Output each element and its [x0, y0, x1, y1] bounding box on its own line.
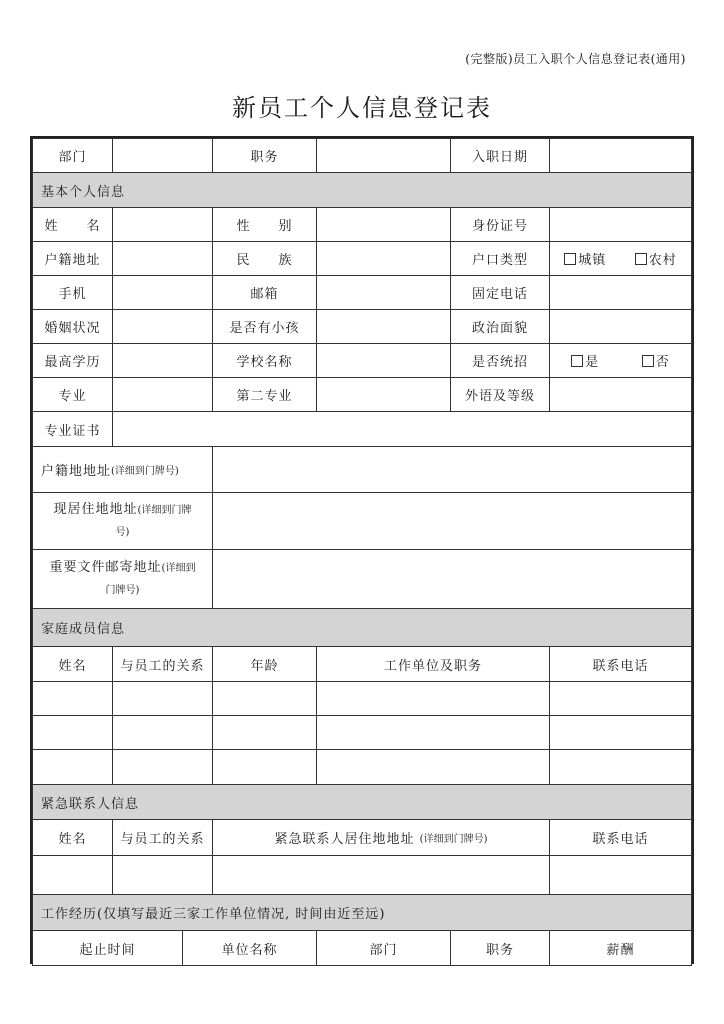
emergency-header-address [212, 819, 550, 856]
input-has-children[interactable] [316, 309, 451, 344]
family-row3-relation[interactable] [112, 749, 213, 785]
checkbox-yes-label: 是 [585, 355, 600, 370]
residence-label-line1 [54, 499, 192, 522]
checkbox-no-label: 否 [655, 355, 670, 370]
residence-note1: (详细到门牌 [137, 504, 192, 516]
label-education: 最高学历 [32, 343, 113, 378]
input-email[interactable] [316, 275, 451, 310]
input-name[interactable] [112, 207, 213, 242]
emergency-row1-address[interactable] [212, 855, 550, 895]
document-header: (完整版)员工入职个人信息登记表(通用) [465, 52, 686, 66]
work-header-company: 单位名称 [182, 930, 317, 966]
emergency-row1-phone[interactable] [549, 855, 692, 895]
family-row2-relation[interactable] [112, 715, 213, 750]
work-header-position: 职务 [450, 930, 550, 966]
input-major[interactable] [112, 377, 213, 412]
family-header-phone: 联系电话 [549, 646, 692, 682]
mailing-label: 重要文件邮寄地址 [49, 559, 162, 575]
label-name: 姓 名 [32, 207, 113, 242]
input-political-status[interactable] [549, 309, 692, 344]
input-mailing-address[interactable] [212, 549, 692, 609]
label-residence-address [32, 492, 213, 550]
label-marital-status: 婚姻状况 [32, 309, 113, 344]
checkbox-urban-label: 城镇 [578, 253, 607, 268]
section-emergency-contact: 紧急联系人信息 [32, 784, 692, 820]
input-household-full-address[interactable] [212, 446, 692, 493]
label-school: 学校名称 [212, 343, 317, 378]
label-major: 专业 [32, 377, 113, 412]
family-header-age: 年龄 [212, 646, 317, 682]
unified-enrollment-options [549, 343, 692, 378]
label-political-status: 政治面貌 [450, 309, 550, 344]
checkbox-urban-box[interactable] [564, 253, 576, 265]
input-residence-address[interactable] [212, 492, 692, 550]
work-header-period: 起止时间 [32, 930, 183, 966]
input-language-level[interactable] [549, 377, 692, 412]
label-unified-enrollment: 是否统招 [450, 343, 550, 378]
checkbox-urban[interactable] [564, 249, 606, 268]
label-gender: 性 别 [212, 207, 317, 242]
family-header-relation: 与员工的关系 [112, 646, 213, 682]
work-header-salary: 薪酬 [549, 930, 692, 966]
checkbox-rural-box[interactable] [635, 253, 647, 265]
section-basic-info: 基本个人信息 [32, 172, 692, 208]
mailing-note1: (详细到 [161, 562, 196, 574]
family-header-employer: 工作单位及职务 [316, 646, 550, 682]
input-id-card[interactable] [549, 207, 692, 242]
form-title: 新员工个人信息登记表 [232, 94, 492, 122]
input-ethnicity[interactable] [316, 241, 451, 276]
label-hukou-type: 户口类型 [450, 241, 550, 276]
label-mailing-address [32, 549, 213, 609]
family-row1-employer[interactable] [316, 681, 550, 716]
section-work-experience: 工作经历(仅填写最近三家工作单位情况, 时间由近至远) [32, 894, 692, 931]
label-household-address: 户籍地址 [32, 241, 113, 276]
emergency-header-name: 姓名 [32, 819, 113, 856]
emergency-header-phone: 联系电话 [549, 819, 692, 856]
input-certificate[interactable] [112, 411, 692, 447]
checkbox-rural-label: 农村 [648, 253, 677, 268]
label-household-full-address [32, 446, 213, 493]
family-row3-phone[interactable] [549, 749, 692, 785]
label-department: 部门 [32, 138, 113, 173]
input-position[interactable] [316, 138, 451, 173]
input-marital-status[interactable] [112, 309, 213, 344]
family-row1-relation[interactable] [112, 681, 213, 716]
household-full-note: (详细到门牌号) [111, 466, 179, 477]
label-language-level: 外语及等级 [450, 377, 550, 412]
emergency-address-note: (详细到门牌号) [419, 834, 488, 845]
family-row1-phone[interactable] [549, 681, 692, 716]
label-landline: 固定电话 [450, 275, 550, 310]
mailing-label-line1 [50, 557, 196, 580]
input-school[interactable] [316, 343, 451, 378]
label-certificate: 专业证书 [32, 411, 113, 447]
emergency-row1-relation[interactable] [112, 855, 213, 895]
label-ethnicity: 民 族 [212, 241, 317, 276]
section-family-info: 家庭成员信息 [32, 608, 692, 647]
checkbox-no-box[interactable] [642, 355, 654, 367]
family-row1-name[interactable] [32, 681, 113, 716]
emergency-header-relation: 与员工的关系 [112, 819, 213, 856]
family-row1-age[interactable] [212, 681, 317, 716]
emergency-row1-name[interactable] [32, 855, 113, 895]
family-row3-age[interactable] [212, 749, 317, 785]
family-row2-name[interactable] [32, 715, 113, 750]
input-second-major[interactable] [316, 377, 451, 412]
family-row2-employer[interactable] [316, 715, 550, 750]
input-gender[interactable] [316, 207, 451, 242]
label-second-major: 第二专业 [212, 377, 317, 412]
family-row2-phone[interactable] [549, 715, 692, 750]
label-entry-date: 入职日期 [450, 138, 550, 173]
mailing-note2: 门牌号) [105, 584, 140, 596]
label-mobile: 手机 [32, 275, 113, 310]
checkbox-yes-box[interactable] [571, 355, 583, 367]
residence-note2: 号) [115, 526, 130, 538]
input-mobile[interactable] [112, 275, 213, 310]
input-education[interactable] [112, 343, 213, 378]
residence-label: 现居住地地址 [53, 501, 138, 517]
checkbox-rural[interactable] [635, 249, 677, 268]
label-position: 职务 [212, 138, 317, 173]
checkbox-yes[interactable] [571, 351, 599, 370]
emergency-address-label: 紧急联系人居住地地址 [274, 832, 415, 847]
hukou-type-options [549, 241, 692, 276]
input-household-address[interactable] [112, 241, 213, 276]
label-id-card: 身份证号 [450, 207, 550, 242]
family-row3-employer[interactable] [316, 749, 550, 785]
family-row3-name[interactable] [32, 749, 113, 785]
input-entry-date[interactable] [549, 138, 692, 173]
input-landline[interactable] [549, 275, 692, 310]
label-has-children: 是否有小孩 [212, 309, 317, 344]
work-header-department: 部门 [316, 930, 451, 966]
family-header-name: 姓名 [32, 646, 113, 682]
household-full-label: 户籍地地址 [41, 464, 112, 479]
checkbox-no[interactable] [642, 351, 670, 370]
family-row2-age[interactable] [212, 715, 317, 750]
input-department[interactable] [112, 138, 213, 173]
registration-form [30, 136, 694, 964]
label-email: 邮箱 [212, 275, 317, 310]
